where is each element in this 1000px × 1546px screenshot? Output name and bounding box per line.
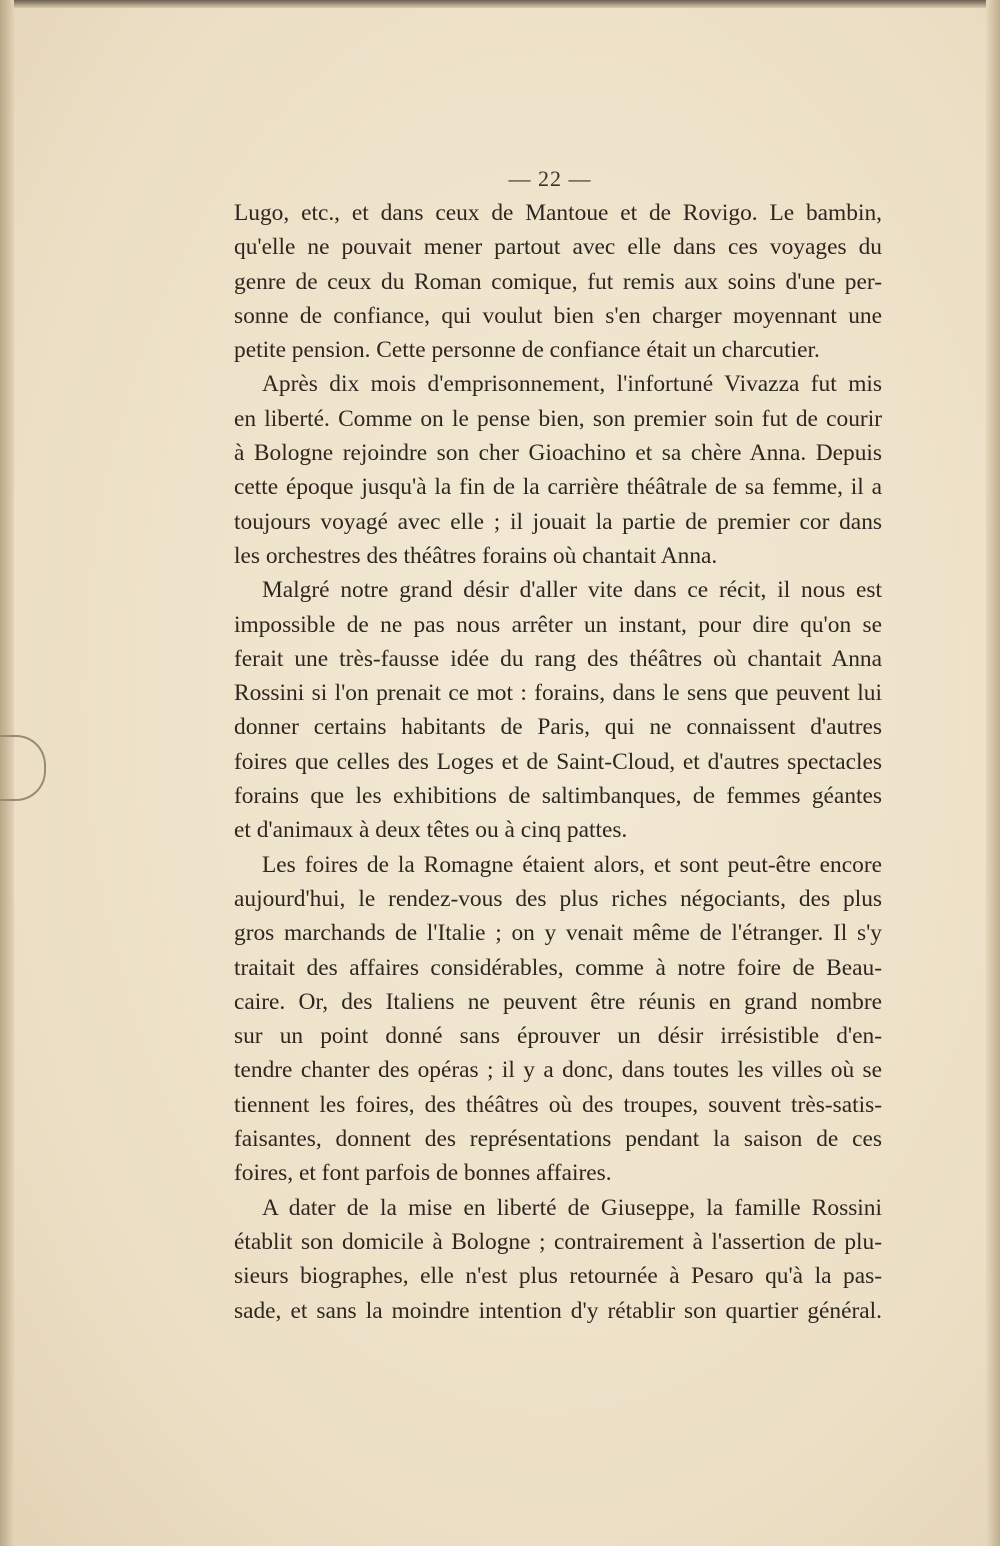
text-line: en liberté. Comme on le pense bien, son premier soin fut de courir xyxy=(234,405,882,432)
page-number: — 22 — xyxy=(508,166,592,191)
page-right-edge xyxy=(986,0,1000,1546)
text-line: petite pension. Cette personne de confiance était un charcutier. xyxy=(234,337,820,364)
text-line: sonne de confiance, qui voulut bien s'en charger moyennant une xyxy=(234,302,882,329)
text-line: toujours voyagé avec elle ; il jouait la partie de premier cor dans xyxy=(234,508,882,535)
text-line: A dater de la mise en liberté de Giuseppe, la famille Rossini xyxy=(262,1194,882,1221)
text-line: Les foires de la Romagne étaient alors, et sont peut-être encore xyxy=(262,851,882,878)
page-top-edge xyxy=(0,0,1000,8)
text-line: établit son domicile à Bologne ; contrairement à l'assertion de plu- xyxy=(234,1228,882,1255)
binding-tab xyxy=(0,735,46,801)
text-line: sade, et sans la moindre intention d'y rétablir son quartier général. xyxy=(234,1297,882,1324)
text-line: les orchestres des théâtres forains où chantait Anna. xyxy=(234,542,718,569)
text-line: faisantes, donnent des représentations pendant la saison de ces xyxy=(234,1126,882,1153)
text-line: caire. Or, des Italiens ne peuvent être réunis en grand nombre xyxy=(234,988,882,1015)
text-line: sur un point donné sans éprouver un désir irrésistible d'en- xyxy=(234,1023,882,1050)
text-line: cette époque jusqu'à la fin de la carrière théâtrale de sa femme, il a xyxy=(234,474,882,501)
text-line: tendre chanter des opéras ; il y a donc, dans toutes les villes où se xyxy=(234,1057,882,1084)
body-text xyxy=(234,196,882,1328)
text-line: foires, et font parfois de bonnes affaires. xyxy=(234,1160,612,1187)
text-line: impossible de ne pas nous arrêter un instant, pour dire qu'on se xyxy=(234,611,882,638)
text-line: sieurs biographes, elle n'est plus retournée à Pesaro qu'à la pas- xyxy=(234,1263,882,1290)
text-line: traitait des affaires considérables, comme à notre foire de Beau- xyxy=(234,954,882,981)
text-line: aujourd'hui, le rendez-vous des plus riches négociants, des plus xyxy=(234,885,882,912)
text-line: Rossini si l'on prenait ce mot : forains, dans le sens que peuvent lui xyxy=(234,680,882,707)
text-line: tiennent les foires, des théâtres où des troupes, souvent très-satis- xyxy=(234,1091,882,1118)
text-line: à Bologne rejoindre son cher Gioachino et sa chère Anna. Depuis xyxy=(234,440,882,467)
text-line: genre de ceux du Roman comique, fut remis aux soins d'une per- xyxy=(234,268,882,295)
text-line: foires que celles des Loges et de Saint-Cloud, et d'autres spectacles xyxy=(234,748,882,775)
text-line: forains que les exhibitions de saltimbanques, de femmes géantes xyxy=(234,783,882,810)
text-line: Malgré notre grand désir d'aller vite dans ce récit, il nous est xyxy=(262,577,882,604)
text-line: Lugo, etc., et dans ceux de Mantoue et de Rovigo. Le bambin, xyxy=(234,200,882,226)
text-line: ferait une très-fausse idée du rang des théâtres où chantait Anna xyxy=(234,645,882,672)
text-line: gros marchands de l'Italie ; on y venait même de l'étranger. Il s'y xyxy=(234,920,882,947)
text-line: et d'animaux à deux têtes ou à cinq pattes. xyxy=(234,817,628,844)
text-line: donner certains habitants de Paris, qui ne connaissent d'autres xyxy=(234,714,882,741)
text-line: Après dix mois d'emprisonnement, l'infortuné Vivazza fut mis xyxy=(262,371,882,398)
text-line: qu'elle ne pouvait mener partout avec elle dans ces voyages du xyxy=(234,234,882,261)
